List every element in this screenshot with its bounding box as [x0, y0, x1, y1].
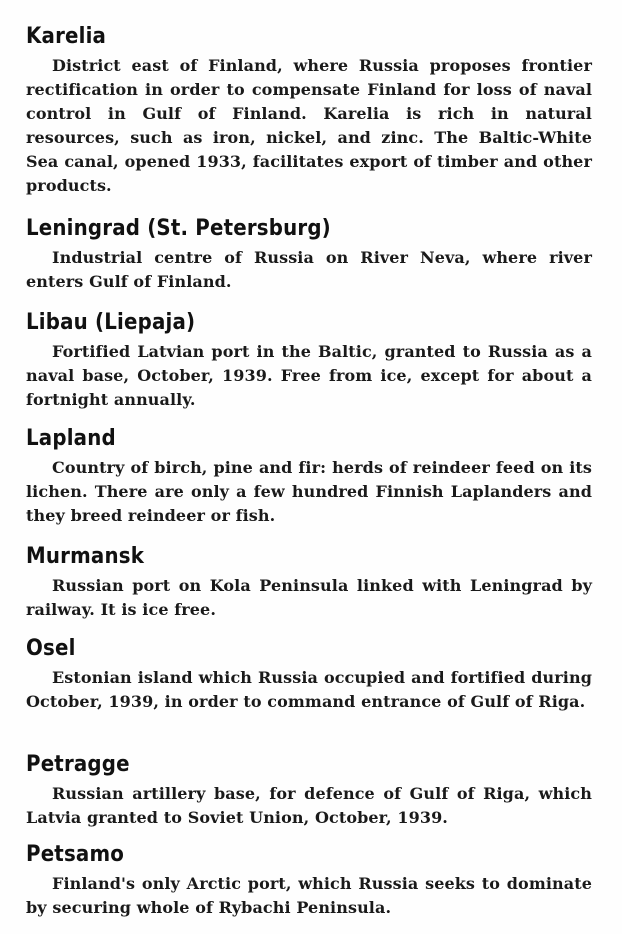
entry-osel: [26, 636, 592, 714]
entry-text: Russian artillery base, for defence of Gulf of Riga, which Latvia granted to Soviet Union, October, 1939.: [26, 784, 592, 827]
entry-petragge: [26, 752, 592, 830]
entry-text: Finland's only Arctic port, which Russia seeks to dominate by securing whole of Rybachi Peninsula.: [26, 874, 592, 917]
entry-leningrad: [26, 216, 592, 294]
entry-title: Libau (Liepaja): [26, 310, 196, 335]
entry-text: District east of Finland, where Russia proposes frontier rectification in order to compensate Finland for loss of naval control in Gulf of Finland. Karelia is rich in natural resources, such as iron, nickel, and zinc. The Baltic-White Sea canal, opened 1933, facilitates export of timber and other products.: [26, 56, 592, 195]
entry-murmansk: [26, 544, 592, 622]
entry-text: Country of birch, pine and fir: herds of reindeer feed on its lichen. There are only a few hundred Finnish Laplanders and they breed reindeer or fish.: [26, 458, 592, 525]
entry-title: Osel: [26, 636, 76, 661]
entry-petsamo: [26, 842, 592, 920]
entry-karelia: [26, 24, 592, 198]
entry-title: Petsamo: [26, 842, 125, 867]
entry-title: Lapland: [26, 426, 116, 451]
entry-text: Russian port on Kola Peninsula linked with Leningrad by railway. It is ice free.: [26, 576, 592, 619]
entry-title: Murmansk: [26, 544, 145, 569]
entry-title: Karelia: [26, 24, 107, 49]
entry-lapland: [26, 426, 592, 528]
entry-title: Petragge: [26, 752, 130, 777]
entry-text: Industrial centre of Russia on River Neva, where river enters Gulf of Finland.: [26, 248, 592, 291]
entry-libau: [26, 310, 592, 412]
entry-text: Fortified Latvian port in the Baltic, granted to Russia as a naval base, October, 1939. Free from ice, except for about a fortnight annually.: [26, 342, 592, 409]
entry-title: Leningrad (St. Petersburg): [26, 216, 331, 241]
entry-text: Estonian island which Russia occupied and fortified during October, 1939, in order to command entrance of Gulf of Riga.: [26, 668, 592, 711]
